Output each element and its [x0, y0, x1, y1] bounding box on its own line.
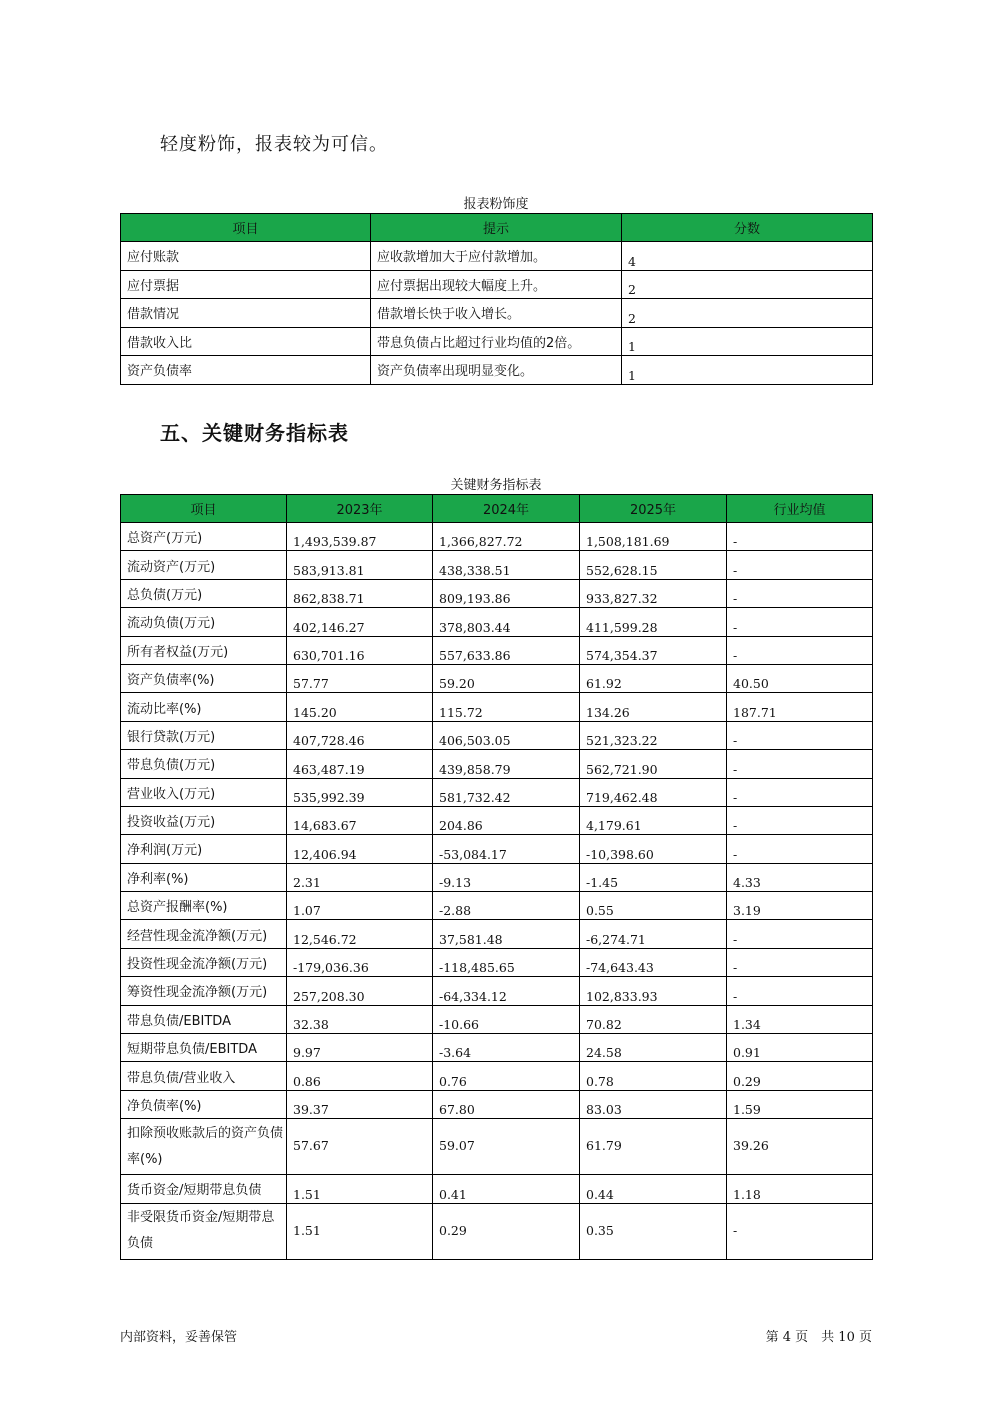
table-cell: 0.55 [580, 892, 727, 920]
table2-header-3: 2025年 [580, 495, 727, 523]
table-cell: -64,334.12 [433, 977, 580, 1005]
table-row [121, 1005, 873, 1033]
row-label: 带息负债/营业收入 [121, 1062, 287, 1090]
table-cell: 439,858.79 [433, 750, 580, 778]
table-cell: 70.82 [580, 1005, 727, 1033]
intro-text: 轻度粉饰，报表较为可信。 [160, 134, 388, 155]
table-cell: - [727, 551, 873, 579]
page-prefix: 第 [765, 1330, 779, 1345]
table-cell: - [727, 835, 873, 863]
row-label: 总负债(万元) [121, 579, 287, 607]
table-cell: -118,485.65 [433, 948, 580, 976]
table1-header-2: 分数 [622, 214, 873, 242]
page-mid: 页 共 [795, 1330, 835, 1345]
table-cell: 应收款增加大于应付款增加。 [371, 242, 622, 271]
table-row [121, 356, 873, 385]
table-cell: 0.91 [727, 1034, 873, 1062]
row-label: 流动比率(%) [121, 693, 287, 721]
table-cell: 378,803.44 [433, 608, 580, 636]
row-label: 资产负债率(%) [121, 664, 287, 692]
row-label: 营业收入(万元) [121, 778, 287, 806]
table1-caption: 报表粉饰度 [463, 197, 529, 212]
key-financial-indicators-table [120, 494, 873, 1260]
table-cell: 115.72 [433, 693, 580, 721]
table-cell: 59.20 [433, 664, 580, 692]
table-cell: 187.71 [727, 693, 873, 721]
table-cell: 61.79 [580, 1119, 727, 1175]
table-cell: - [727, 778, 873, 806]
table-cell: 402,146.27 [287, 608, 433, 636]
table-row [121, 863, 873, 891]
table-cell: 0.86 [287, 1062, 433, 1090]
table-row [121, 299, 873, 328]
table-cell: 557,633.86 [433, 636, 580, 664]
table-cell: 0.29 [433, 1203, 580, 1259]
row-label: 短期带息负债/EBITDA [121, 1034, 287, 1062]
table-cell: 581,732.42 [433, 778, 580, 806]
row-label: 带息负债(万元) [121, 750, 287, 778]
table-cell: - [727, 636, 873, 664]
section-title: 五、关键财务指标表 [160, 421, 349, 445]
table-cell: 0.44 [580, 1175, 727, 1203]
table2-header-1: 2023年 [287, 495, 433, 523]
table-cell: - [727, 948, 873, 976]
table-row [121, 551, 873, 579]
page-current: 4 [782, 1330, 791, 1345]
table-row [121, 977, 873, 1005]
table-cell: 0.78 [580, 1062, 727, 1090]
page-total: 10 [838, 1330, 855, 1345]
table-row [121, 1203, 873, 1259]
table-cell: 1,366,827.72 [433, 523, 580, 551]
table-cell: 12,546.72 [287, 920, 433, 948]
table-cell: 资产负债率出现明显变化。 [371, 356, 622, 385]
row-label: 资产负债率 [121, 356, 371, 385]
table-cell: 67.80 [433, 1090, 580, 1118]
table-cell: - [727, 977, 873, 1005]
table1-header-0: 项目 [121, 214, 371, 242]
table-cell: 39.37 [287, 1090, 433, 1118]
row-label: 流动资产(万元) [121, 551, 287, 579]
table-row [121, 778, 873, 806]
row-label: 扣除预收账款后的资产负债率(%) [121, 1119, 287, 1175]
table2-caption: 关键财务指标表 [450, 478, 542, 493]
table-cell: 9.97 [287, 1034, 433, 1062]
table-row [121, 693, 873, 721]
table-cell: 1.51 [287, 1203, 433, 1259]
table-cell: -9.13 [433, 863, 580, 891]
table-row [121, 664, 873, 692]
table-row [121, 636, 873, 664]
table-cell: 407,728.46 [287, 721, 433, 749]
table-cell: 521,323.22 [580, 721, 727, 749]
row-label: 净负债率(%) [121, 1090, 287, 1118]
table-cell: 0.41 [433, 1175, 580, 1203]
table-row [121, 1119, 873, 1175]
table-cell: -1.45 [580, 863, 727, 891]
row-label: 银行贷款(万元) [121, 721, 287, 749]
table-cell: 552,628.15 [580, 551, 727, 579]
table-cell: - [727, 523, 873, 551]
table-cell: -10.66 [433, 1005, 580, 1033]
table-cell: 574,354.37 [580, 636, 727, 664]
table-cell: 0.76 [433, 1062, 580, 1090]
table-cell: 1 [622, 327, 873, 356]
table-cell: 102,833.93 [580, 977, 727, 1005]
table-cell: - [727, 806, 873, 834]
table-cell: 24.58 [580, 1034, 727, 1062]
table-row [121, 270, 873, 299]
table-cell: 257,208.30 [287, 977, 433, 1005]
table-cell: - [727, 721, 873, 749]
table-cell: - [727, 920, 873, 948]
row-label: 总资产(万元) [121, 523, 287, 551]
row-label: 净利润(万元) [121, 835, 287, 863]
table-row [121, 327, 873, 356]
table-cell: 1.51 [287, 1175, 433, 1203]
table-cell: 1.59 [727, 1090, 873, 1118]
table-cell: 0.29 [727, 1062, 873, 1090]
table-cell: 1.34 [727, 1005, 873, 1033]
table-cell: 145.20 [287, 693, 433, 721]
row-label: 投资性现金流净额(万元) [121, 948, 287, 976]
table-cell: 57.77 [287, 664, 433, 692]
table2-header-0: 项目 [121, 495, 287, 523]
table-cell: - [727, 750, 873, 778]
table-row [121, 750, 873, 778]
row-label: 流动负债(万元) [121, 608, 287, 636]
table-cell: 933,827.32 [580, 579, 727, 607]
table-cell: 4 [622, 242, 873, 271]
table-cell: -10,398.60 [580, 835, 727, 863]
table-cell: 12,406.94 [287, 835, 433, 863]
table-cell: 应付票据出现较大幅度上升。 [371, 270, 622, 299]
table-cell: 59.07 [433, 1119, 580, 1175]
table-cell: 463,487.19 [287, 750, 433, 778]
table-row [121, 806, 873, 834]
table-row [121, 835, 873, 863]
row-label: 应付账款 [121, 242, 371, 271]
table-cell: 2.31 [287, 863, 433, 891]
row-label: 货币资金/短期带息负债 [121, 1175, 287, 1203]
row-label: 非受限货币资金/短期带息负债 [121, 1203, 287, 1259]
table-cell: 57.67 [287, 1119, 433, 1175]
table-cell: 2 [622, 270, 873, 299]
table-row [121, 242, 873, 271]
table-cell: 562,721.90 [580, 750, 727, 778]
table-cell: 630,701.16 [287, 636, 433, 664]
table-row [121, 1090, 873, 1118]
table-cell: 438,338.51 [433, 551, 580, 579]
table-cell: - [727, 1203, 873, 1259]
table-cell: 809,193.86 [433, 579, 580, 607]
table-row [121, 948, 873, 976]
footer-page-number [766, 1326, 872, 1345]
table-cell: 2 [622, 299, 873, 328]
table-cell: 862,838.71 [287, 579, 433, 607]
table-cell: -3.64 [433, 1034, 580, 1062]
table-row [121, 1062, 873, 1090]
table-cell: 32.38 [287, 1005, 433, 1033]
table1-header-1: 提示 [371, 214, 622, 242]
table-row [121, 892, 873, 920]
table-cell: 1.18 [727, 1175, 873, 1203]
table-cell: -74,643.43 [580, 948, 727, 976]
table-cell: - [727, 608, 873, 636]
table-cell: 719,462.48 [580, 778, 727, 806]
row-label: 投资收益(万元) [121, 806, 287, 834]
table-row [121, 608, 873, 636]
row-label: 带息负债/EBITDA [121, 1005, 287, 1033]
table-cell: 411,599.28 [580, 608, 727, 636]
footer-confidential-note: 内部资料，妥善保管 [120, 1330, 238, 1345]
table-cell: 借款增长快于收入增长。 [371, 299, 622, 328]
table-cell: -6,274.71 [580, 920, 727, 948]
table-row [121, 1175, 873, 1203]
table-row [121, 920, 873, 948]
table-row [121, 579, 873, 607]
row-label: 借款收入比 [121, 327, 371, 356]
table-cell: 带息负债占比超过行业均值的2倍。 [371, 327, 622, 356]
table-cell: 1.07 [287, 892, 433, 920]
row-label: 借款情况 [121, 299, 371, 328]
table-cell: 4.33 [727, 863, 873, 891]
table-cell: 0.35 [580, 1203, 727, 1259]
row-label: 总资产报酬率(%) [121, 892, 287, 920]
table-cell: 37,581.48 [433, 920, 580, 948]
table-cell: - [727, 579, 873, 607]
table-cell: 83.03 [580, 1090, 727, 1118]
table-cell: 535,992.39 [287, 778, 433, 806]
table-cell: -2.88 [433, 892, 580, 920]
table-cell: 406,503.05 [433, 721, 580, 749]
report-window-dressing-table [120, 213, 873, 385]
table-cell: 134.26 [580, 693, 727, 721]
table-row [121, 721, 873, 749]
table-row [121, 523, 873, 551]
table-cell: 3.19 [727, 892, 873, 920]
table-cell: 4,179.61 [580, 806, 727, 834]
table-row [121, 1034, 873, 1062]
row-label: 应付票据 [121, 270, 371, 299]
table-cell: -179,036.36 [287, 948, 433, 976]
table2-header-2: 2024年 [433, 495, 580, 523]
table-cell: 1,493,539.87 [287, 523, 433, 551]
table-cell: 583,913.81 [287, 551, 433, 579]
page-suffix: 页 [858, 1330, 872, 1345]
table-cell: 204.86 [433, 806, 580, 834]
table-cell: 1 [622, 356, 873, 385]
table-cell: 14,683.67 [287, 806, 433, 834]
table-cell: 40.50 [727, 664, 873, 692]
row-label: 经营性现金流净额(万元) [121, 920, 287, 948]
row-label: 净利率(%) [121, 863, 287, 891]
row-label: 筹资性现金流净额(万元) [121, 977, 287, 1005]
table-cell: -53,084.17 [433, 835, 580, 863]
row-label: 所有者权益(万元) [121, 636, 287, 664]
table2-header-4: 行业均值 [727, 495, 873, 523]
table-cell: 1,508,181.69 [580, 523, 727, 551]
table-cell: 61.92 [580, 664, 727, 692]
table-cell: 39.26 [727, 1119, 873, 1175]
